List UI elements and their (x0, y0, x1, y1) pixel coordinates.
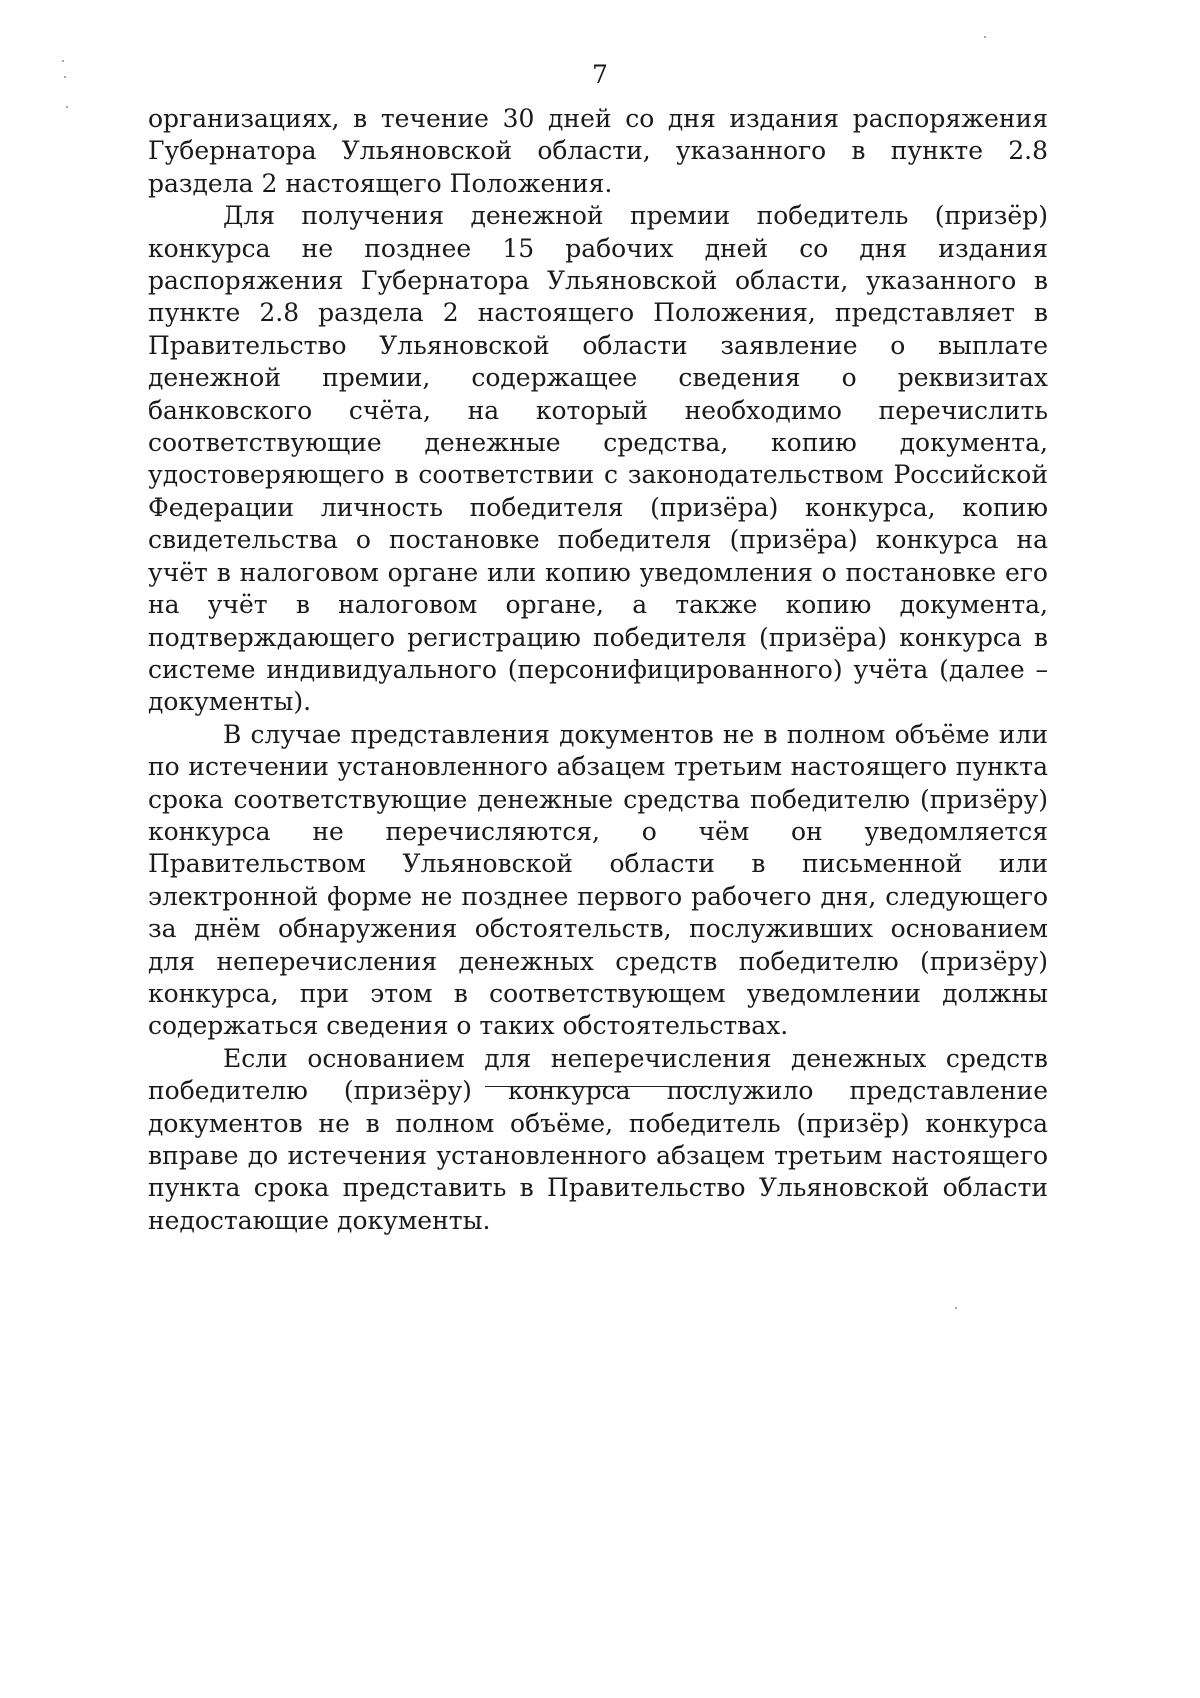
paragraph-4: Если основанием для неперечисления денежных средств победителю (призёру) конкурса послужило представление документов не в полном объёме, победитель (призёр) конкурса вправе до истечения установленного абзацем третьим настоящего пункта срока представить в Правительство Ульяновской области недостающие документы. (148, 1043, 1048, 1235)
paragraph-1: организациях, в течение 30 дней со дня издания распоряжения Губернатора Ульяновской области, указанного в пункте 2.8 раздела 2 настоящего Положения. (148, 104, 1048, 198)
document-body (148, 103, 1048, 1237)
scan-artifact-dot (66, 106, 68, 108)
page-number: 7 (592, 60, 608, 89)
paragraph-3: В случае представления документов не в полном объёме или по истечении установленного абзацем третьим настоящего пункта срока соответствующие денежные средства победителю (призёру) конкурса не перечисляются, о чём он уведомляется Правительством Ульяновской области в письменной или электронной форме не позднее первого рабочего дня, следующего за днём обнаружения обстоятельств, послуживших основанием для неперечисления денежных средств победителю (призёру) конкурса, при этом в соответствующем уведомлении должны содержаться сведения о таких обстоятельствах. (148, 719, 1048, 1041)
paragraph-2: Для получения денежной премии победитель (призёр) конкурса не позднее 15 рабочих дней со дня издания распоряжения Губернатора Ульяновской области, указанного в пункте 2.8 раздела 2 настоящего Положения, представляет в Правительство Ульяновской области заявление о выплате денежной премии, содержащее сведения о реквизитах банковского счёта, на который необходимо перечислить соответствующие денежные средства, копию документа, удостоверяющего в соответствии с законодательством Российской Федерации личность победителя (призёра) конкурса, копию свидетельства о постановке победителя (призёра) конкурса на учёт в налоговом органе или копию уведомления о постановке его на учёт в налоговом органе, а также копию документа, подтверждающего регистрацию победителя (призёра) конкурса в системе индивидуального (персонифицированного) учёта (далее – документы). (148, 201, 1048, 717)
scan-artifact-dot (984, 36, 986, 38)
end-of-document-line (485, 1086, 713, 1087)
scan-artifact-dot (955, 1307, 957, 1309)
